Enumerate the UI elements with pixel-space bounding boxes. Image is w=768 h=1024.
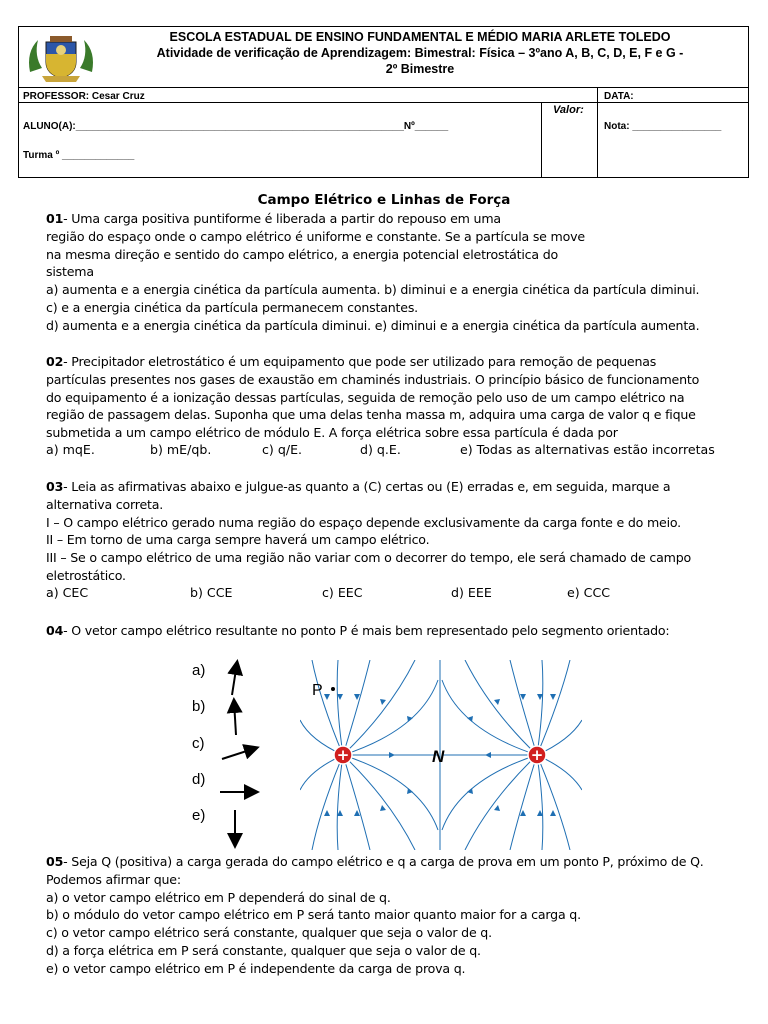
charge-sign: + — [336, 746, 350, 764]
header-divider — [18, 102, 749, 103]
professor-label: PROFESSOR: Cesar Cruz — [23, 91, 145, 102]
answer-option[interactable]: e) Todas as alternativas estão incorretas — [460, 442, 715, 457]
arrow-c-icon — [222, 748, 256, 759]
question-02 — [46, 353, 736, 442]
question-line: na mesma direção e sentido do campo elétrico, a energia potencial eletrostática do — [46, 246, 559, 262]
point-p-label: P — [312, 682, 323, 699]
arrow-option-label[interactable]: e) — [192, 807, 206, 824]
answer-option[interactable]: b) mE/qb. — [150, 442, 212, 457]
neutral-point-label: N — [432, 747, 445, 766]
school-title — [110, 29, 730, 77]
worksheet-title: Campo Elétrico e Linhas de Força — [257, 192, 511, 208]
answer-option[interactable]: d) a força elétrica em P será constante, qualquer que seja o valor de q. — [46, 942, 481, 958]
answer-option[interactable]: e) o vetor campo elétrico em P é independente da carga de prova q. — [46, 960, 466, 976]
question-01 — [46, 210, 736, 335]
question-05 — [46, 853, 736, 978]
class-field[interactable]: Turma º _____________ — [23, 150, 135, 161]
answer-option[interactable]: c) o vetor campo elétrico será constante, qualquer que seja o valor de q. — [46, 925, 492, 941]
bimester-line: 2º Bimestre — [385, 62, 455, 76]
valor-label: Valor: — [553, 104, 584, 116]
question-line: I – O campo elétrico gerado numa região do espaço depende exclusivamente da carga fonte e do meio. — [46, 514, 681, 530]
positive-charge-right — [528, 746, 546, 764]
question-04 — [46, 622, 736, 640]
arrow-b-icon — [234, 701, 236, 735]
school-crest — [24, 32, 98, 84]
header-divider — [597, 87, 598, 178]
question-line: Podemos afirmar que: — [46, 871, 181, 887]
arrow-a-icon — [232, 663, 237, 695]
question-number: 05 — [46, 854, 64, 869]
grade-field[interactable]: Nota: ________________ — [604, 121, 722, 132]
answer-option[interactable]: a) aumenta e a energia cinética da partícula aumenta. b) diminui e a energia cinética da partícula diminui. — [46, 282, 700, 298]
arrow-option-label[interactable]: c) — [192, 735, 205, 752]
answer-option[interactable]: c) q/E. — [262, 442, 303, 457]
answer-option[interactable]: b) CCE — [190, 585, 233, 600]
charge-sign: + — [530, 746, 544, 764]
arrow-option-label[interactable]: b) — [192, 698, 206, 715]
answer-option[interactable]: b) o módulo do vetor campo elétrico em P será tanto maior quanto maior for a carga q. — [46, 907, 581, 923]
answer-option[interactable]: c) EEC — [322, 585, 363, 600]
header-divider — [18, 87, 749, 88]
point-p-marker — [331, 687, 335, 691]
school-name: ESCOLA ESTADUAL DE ENSINO FUNDAMENTAL E MÉDIO MARIA ARLETE TOLEDO — [169, 30, 671, 44]
field-lines-diagram — [300, 660, 582, 850]
answer-option[interactable]: d) aumenta e a energia cinética da partícula diminui. e) diminui e a energia cinética da partícula aumenta. — [46, 317, 700, 333]
question-line: sistema — [46, 264, 94, 280]
arrow-options — [210, 655, 270, 855]
positive-charge-left — [334, 746, 352, 764]
question-number: 04 — [46, 623, 64, 638]
question-line: alternativa correta. — [46, 496, 164, 512]
question-line: eletrostático. — [46, 567, 126, 583]
answer-option[interactable]: d) q.E. — [360, 442, 401, 457]
answer-option[interactable]: a) mqE. — [46, 442, 95, 457]
answer-option[interactable]: a) o vetor campo elétrico em P dependerá do sinal de q. — [46, 889, 391, 905]
question-line: região de passagem delas. Suponha que uma delas tenha massa m, adquira uma carga de valor q e fique — [46, 407, 696, 423]
answer-option[interactable]: d) EEE — [451, 585, 492, 600]
question-line: II – Em torno de uma carga sempre haverá um campo elétrico. — [46, 532, 430, 548]
question-line: 05- Seja Q (positiva) a carga gerada do campo elétrico e q a carga de prova em um ponto P, próximo de Q. — [46, 854, 704, 869]
question-line: 01- Uma carga positiva puntiforme é liberada a partir do repouso em uma — [46, 211, 501, 226]
arrow-option-label[interactable]: d) — [192, 771, 206, 788]
question-line: III – Se o campo elétrico de uma região não variar com o decorrer do tempo, ele será chamado de campo — [46, 550, 691, 566]
answer-option[interactable]: e) CCC — [567, 585, 611, 600]
activity-line: Atividade de verificação de Aprendizagem: Bimestral: Física – 3ºano A, B, C, D, E, F e G - — [156, 46, 684, 60]
question-number: 03 — [46, 479, 64, 494]
arrow-option-label[interactable]: a) — [192, 662, 206, 679]
question-line: submetida a um campo elétrico de módulo E. A força elétrica sobre essa partícula é dada por — [46, 425, 618, 441]
question-number: 02 — [46, 354, 64, 369]
question-line: região do espaço onde o campo elétrico é uniforme e constante. Se a partícula se move — [46, 228, 585, 244]
question-line: do equipamento é a ionização dessas partículas, seguida de remoção pelo uso de um campo elétrico na — [46, 389, 685, 405]
student-name-field[interactable]: ALUNO(A):___________________________________________________________Nº______ — [23, 121, 449, 132]
question-03 — [46, 478, 736, 585]
answer-option[interactable]: c) e a energia cinética da partícula permanecem constantes. — [46, 299, 418, 315]
header-divider — [541, 102, 542, 178]
question-line: partículas presentes nos gases de exaustão em chaminés industriais. O princípio básico de funcionamento — [46, 371, 700, 387]
question-line: 04- O vetor campo elétrico resultante no ponto P é mais bem representado pelo segmento orientado: — [46, 623, 670, 638]
question-number: 01 — [46, 211, 64, 226]
answer-option[interactable]: a) CEC — [46, 585, 89, 600]
question-line: 03- Leia as afirmativas abaixo e julgue-as quanto a (C) certas ou (E) erradas e, em seguida, marque a — [46, 479, 671, 494]
date-field[interactable]: DATA: — [604, 91, 634, 102]
question-line: 02- Precipitador eletrostático é um equipamento que pode ser utilizado para remoção de pequenas — [46, 354, 657, 369]
